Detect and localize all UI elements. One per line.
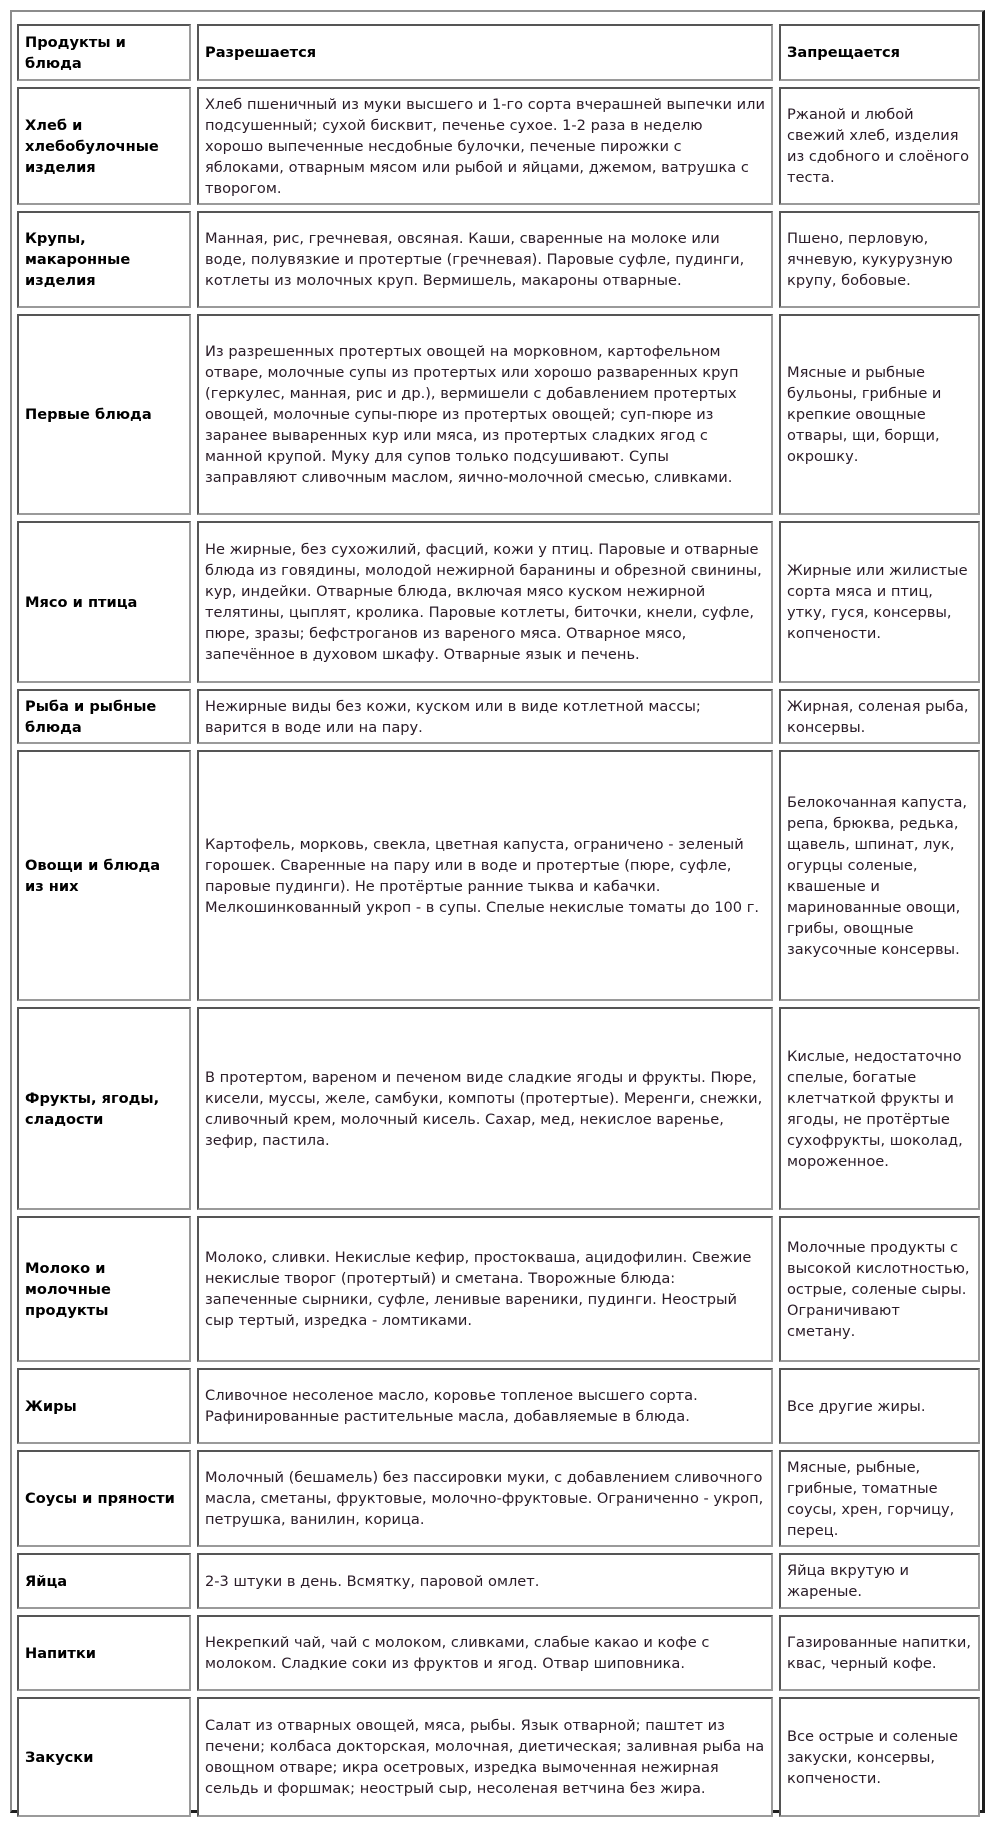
row-forbidden: Ржаной и любой свежий хлеб, изделия из сдобного и слоёного теста. <box>779 87 980 205</box>
row-allowed: Сливочное несоленое масло, коровье топленое высшего сорта. Рафинированные растительные масла, добавляемые в блюда. <box>197 1368 773 1444</box>
row-product: Напитки <box>17 1615 191 1691</box>
row-product: Овощи и блюда из них <box>17 750 191 1001</box>
row-product: Рыба и рыбные блюда <box>17 689 191 744</box>
row-forbidden: Кислые, недостаточно спелые, богатые клетчаткой фрукты и ягоды, не протёртые сухофрукты, шоколад, мороженное. <box>779 1007 980 1210</box>
row-product: Крупы, макаронные изделия <box>17 211 191 308</box>
row-forbidden: Мясные и рыбные бульоны, грибные и крепкие овощные отвары, щи, борщи, окрошку. <box>779 314 980 515</box>
row-product: Соусы и пряности <box>17 1450 191 1547</box>
row-product: Жиры <box>17 1368 191 1444</box>
header-forbidden: Запрещается <box>779 24 980 81</box>
table-row <box>17 1368 980 1444</box>
diet-table-frame <box>10 10 985 1813</box>
table-row <box>17 1007 980 1210</box>
row-allowed: Молоко, сливки. Некислые кефир, простокваша, ацидофилин. Свежие некислые творог (протертый) и сметана. Творожные блюда: запеченные сырники, суфле, ленивые вареники, пудинги. Неострый сыр тертый, изредка - ломтиками. <box>197 1216 773 1362</box>
table-row <box>17 87 980 205</box>
row-allowed: В протертом, вареном и печеном виде сладкие ягоды и фрукты. Пюре, кисели, муссы, желе, самбуки, компоты (протертые). Меренги, снежки, сливочный крем, молочный кисель. Сахар, мед, некислое варенье, зефир, пастила. <box>197 1007 773 1210</box>
table-row <box>17 1615 980 1691</box>
row-forbidden: Яйца вкрутую и жареные. <box>779 1553 980 1609</box>
row-allowed: Молочный (бешамель) без пассировки муки, с добавлением сливочного масла, сметаны, фруктовые, молочно-фруктовые. Ограниченно - укроп, петрушка, ванилин, корица. <box>197 1450 773 1547</box>
table-row <box>17 689 980 744</box>
row-allowed: Салат из отварных овощей, мяса, рыбы. Язык отварной; паштет из печени; колбаса докторская, молочная, диетическая; заливная рыба на овощном отваре; икра осетровых, изредка вымоченная нежирная сельдь и форшмак; неострый сыр, несоленая ветчина без жира. <box>197 1697 773 1817</box>
row-forbidden: Белокочанная капуста, репа, брюква, редька, щавель, шпинат, лук, огурцы соленые, квашеные и маринованные овощи, грибы, овощные закусочные консервы. <box>779 750 980 1001</box>
row-allowed: Некрепкий чай, чай с молоком, сливками, слабые какао и кофе с молоком. Сладкие соки из фруктов и ягод. Отвар шиповника. <box>197 1615 773 1691</box>
table-row <box>17 1697 980 1817</box>
row-product: Закуски <box>17 1697 191 1817</box>
row-forbidden: Пшено, перловую, ячневую, кукурузную крупу, бобовые. <box>779 211 980 308</box>
row-allowed: Нежирные виды без кожи, куском или в виде котлетной массы; варится в воде или на пару. <box>197 689 773 744</box>
row-product: Мясо и птица <box>17 521 191 683</box>
table-row <box>17 1553 980 1609</box>
row-allowed: Манная, рис, гречневая, овсяная. Каши, сваренные на молоке или воде, полувязкие и протертые (гречневая). Паровые суфле, пудинги, котлеты из молочных круп. Вермишель, макароны отварные. <box>197 211 773 308</box>
table-row <box>17 211 980 308</box>
row-product: Молоко и молочные продукты <box>17 1216 191 1362</box>
table-row <box>17 1450 980 1547</box>
header-product: Продукты и блюда <box>17 24 191 81</box>
table-row <box>17 750 980 1001</box>
row-allowed: Хлеб пшеничный из муки высшего и 1-го сорта вчерашней выпечки или подсушенный; сухой бисквит, печенье сухое. 1-2 раза в неделю хорошо выпеченные несдобные булочки, печеные пирожки с яблоками, отварным мясом или рыбой и яйцами, джемом, ватрушка с творогом. <box>197 87 773 205</box>
row-product: Хлеб и хлебобулочные изделия <box>17 87 191 205</box>
row-forbidden: Жирная, соленая рыба, консервы. <box>779 689 980 744</box>
row-allowed: 2-3 штуки в день. Всмятку, паровой омлет. <box>197 1553 773 1609</box>
row-forbidden: Мясные, рыбные, грибные, томатные соусы, хрен, горчицу, перец. <box>779 1450 980 1547</box>
row-allowed: Из разрешенных протертых овощей на морковном, картофельном отваре, молочные супы из протертых или хорошо разваренных круп (геркулес, манная, рис и др.), вермишели с добавлением протертых овощей, молочные супы-пюре из протертых овощей; суп-пюре из заранее вываренных кур или мяса, из протертых сладких ягод с манной крупой. Муку для супов только подсушивают. Супы заправляют сливочным маслом, яично-молочной смесью, сливками. <box>197 314 773 515</box>
row-forbidden: Жирные или жилистые сорта мяса и птиц, утку, гуся, консервы, копчености. <box>779 521 980 683</box>
header-allowed: Разрешается <box>197 24 773 81</box>
row-forbidden: Все острые и соленые закуски, консервы, копчености. <box>779 1697 980 1817</box>
row-allowed: Картофель, морковь, свекла, цветная капуста, ограничено - зеленый горошек. Сваренные на пару или в воде и протертые (пюре, суфле, паровые пудинги). Не протёртые ранние тыква и кабачки. Мелкошинкованный укроп - в супы. Спелые некислые томаты до 100 г. <box>197 750 773 1001</box>
header-row <box>17 24 980 81</box>
diet-table <box>17 18 980 1823</box>
row-forbidden: Все другие жиры. <box>779 1368 980 1444</box>
row-product: Первые блюда <box>17 314 191 515</box>
row-forbidden: Газированные напитки, квас, черный кофе. <box>779 1615 980 1691</box>
row-product: Яйца <box>17 1553 191 1609</box>
row-product: Фрукты, ягоды, сладости <box>17 1007 191 1210</box>
table-row <box>17 1216 980 1362</box>
table-row <box>17 314 980 515</box>
table-row <box>17 521 980 683</box>
row-forbidden: Молочные продукты с высокой кислотностью, острые, соленые сыры. Ограничивают сметану. <box>779 1216 980 1362</box>
row-allowed: Не жирные, без сухожилий, фасций, кожи у птиц. Паровые и отварные блюда из говядины, молодой нежирной баранины и обрезной свинины, кур, индейки. Отварные блюда, включая мясо куском нежирной телятины, цыплят, кролика. Паровые котлеты, биточки, кнели, суфле, пюре, зразы; бефстроганов из вареного мяса. Отварное мясо, запечённое в духовом шкафу. Отварные язык и печень. <box>197 521 773 683</box>
